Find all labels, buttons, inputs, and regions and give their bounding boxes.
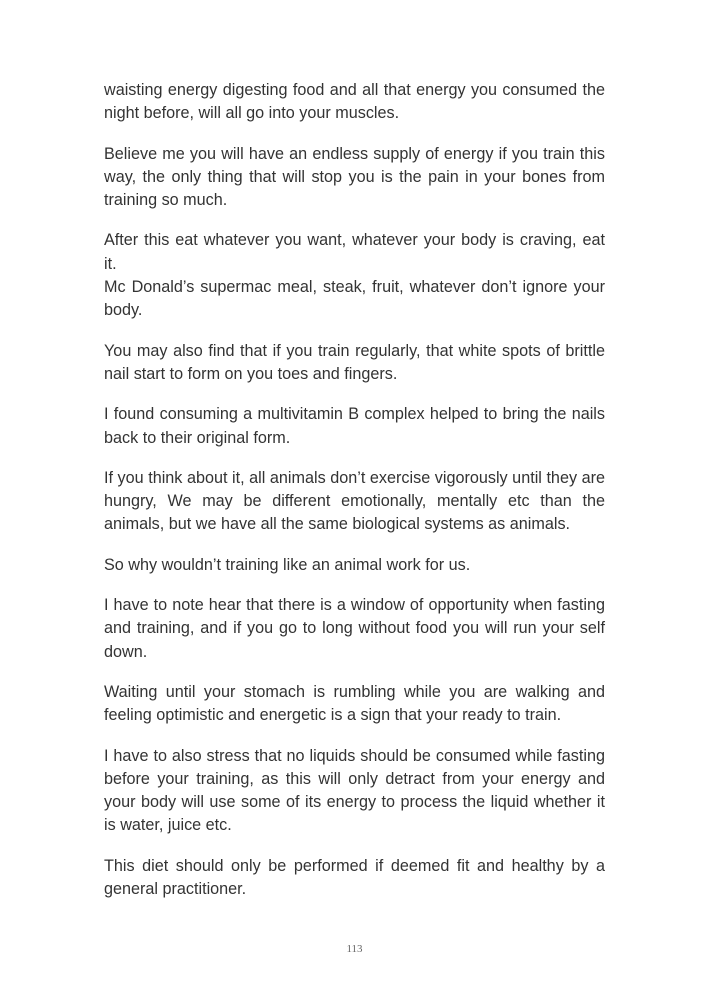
page-number: 113 <box>346 943 363 955</box>
paragraph-line: waisting energy digesting food and all that energy you consumed the night before, will all go into your muscles. <box>104 81 605 123</box>
paragraph <box>104 855 605 902</box>
paragraph <box>104 79 605 126</box>
paragraph <box>104 745 605 838</box>
paragraph <box>104 467 605 537</box>
paragraph <box>104 340 605 387</box>
page-body <box>104 79 605 918</box>
paragraph-line: I found consuming a multivitamin B complex helped to bring the nails back to their original form. <box>104 405 605 447</box>
paragraph <box>104 143 605 213</box>
paragraph <box>104 594 605 664</box>
paragraph <box>104 681 605 728</box>
paragraph-line: I have to note hear that there is a window of opportunity when fasting and training, and if you go to long without food you will run your self down. <box>104 596 605 661</box>
paragraph-line: So why wouldn’t training like an animal work for us. <box>104 555 471 574</box>
paragraph <box>104 229 605 322</box>
paragraph-line: Believe me you will have an endless supply of energy if you train this way, the only thing that will stop you is the pain in your bones from training so much. <box>104 144 605 210</box>
paragraph-line: Mc Donald’s supermac meal, steak, fruit, whatever don’t ignore your body. <box>104 278 605 320</box>
paragraph-line: If you think about it, all animals don’t exercise vigorously until they are hungry, We may be different emotionally, mentally etc than the animals, but we have all the same biological systems as animals. <box>104 468 605 534</box>
paragraph-line: Waiting until your stomach is rumbling while you are walking and feeling optimistic and energetic is a sign that your ready to train. <box>104 682 605 725</box>
paragraph <box>104 554 605 577</box>
paragraph <box>104 403 605 450</box>
paragraph-line: After this eat whatever you want, whatever your body is craving, eat it. <box>104 231 605 273</box>
paragraph-line: You may also find that if you train regularly, that white spots of brittle nail start to form on you toes and fingers. <box>104 341 605 383</box>
paragraph-line: I have to also stress that no liquids should be consumed while fasting before your training, as this will only detract from your energy and your body will use some of its energy to process the liquid whether it is water, juice etc. <box>104 746 605 835</box>
paragraph-line: This diet should only be performed if deemed fit and healthy by a general practitioner. <box>104 856 605 899</box>
